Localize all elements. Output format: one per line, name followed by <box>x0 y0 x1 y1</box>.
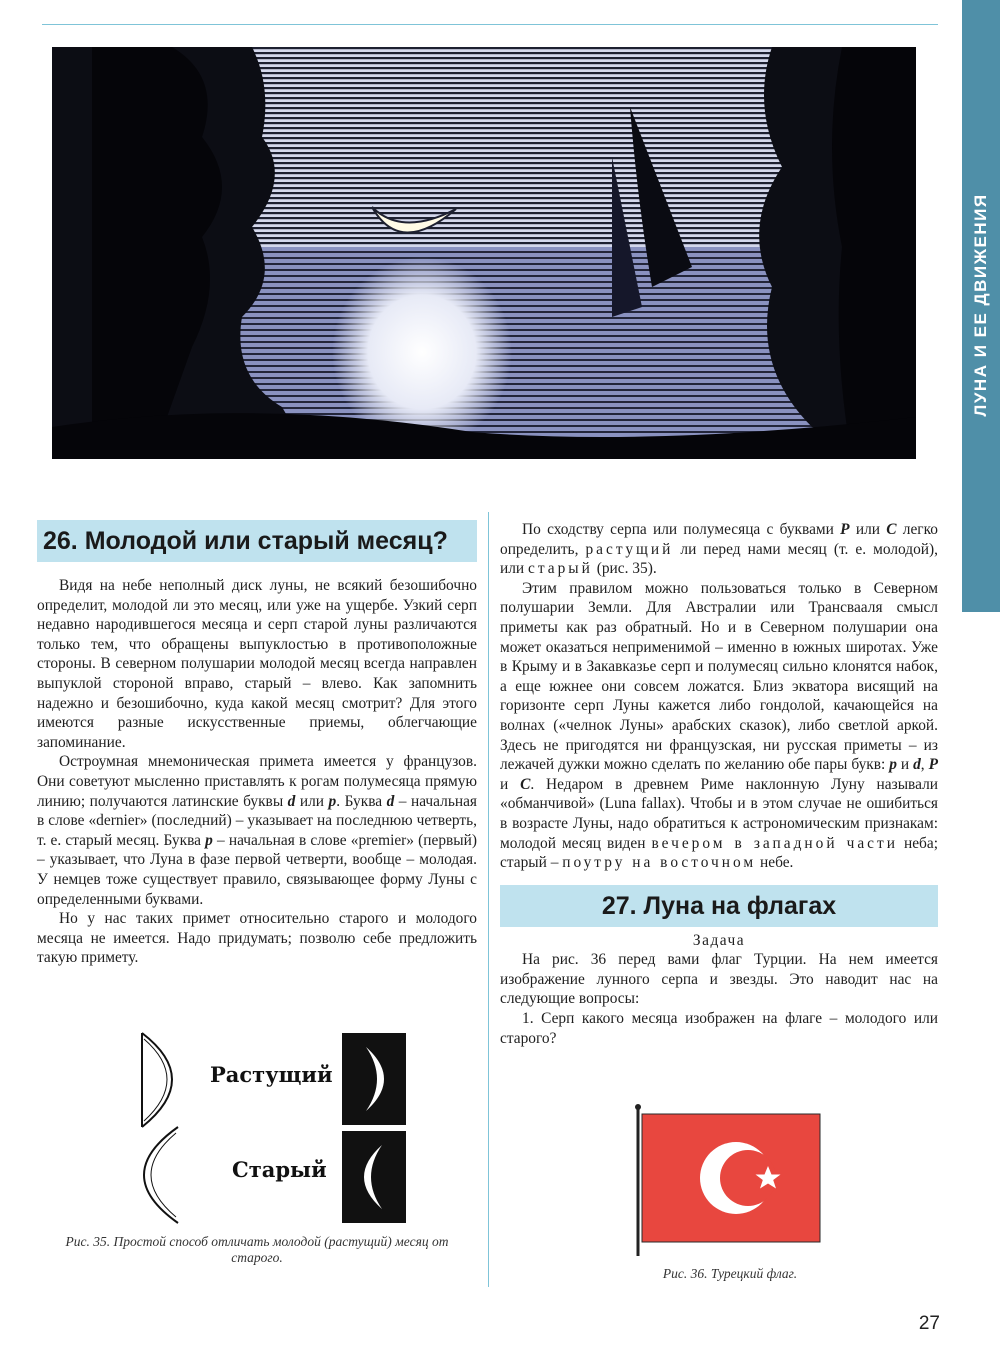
top-rule <box>42 24 938 25</box>
figure-35-moon-letters <box>120 1027 420 1225</box>
section-27-paragraph-1: На рис. 36 перед вами флаг Турции. На нем имеется изображение лунного серпа и звезды. Это наводит нас на следующие вопросы: <box>500 951 938 1008</box>
column-divider <box>488 512 489 1287</box>
moonlit-lake-illustration <box>52 47 916 459</box>
task-label: Задача <box>692 931 746 949</box>
section-26-paragraph-5: Этим правилом можно пользоваться только в Северном полушарии Земли. Для Австралии или Трансвааля смысл приметы как раз обратный. Но и в Северном полушарии она может оказаться неприменимой – именно в южных широтах. Уже в Крыму и в Закавказье серп и полумесяц сильно клонятся набок, а еще южнее они совсем ложатся. Близ экватора висящий на горизонте серп Луны кажется либо гондолой, качающейся на волнах («челнок Луны» арабских сказок), либо светлой аркой. Здесь не пригодятся ни французская, ни русская приметы – из лежачей дужки можно сделать по желанию обе пары букв: p и d, Р и С. Недаром в древнем Риме наклонную Луну называли «обманчивой» (Luna fallax). Чтобы и в этом случае не ошибиться в возрасте Луны, надо обратиться к астрономическим признакам: молодой месяц виден вечером в западной части неба; старый – поутру на восточном небе. <box>500 579 938 872</box>
label-growing: Растущий <box>210 1062 333 1087</box>
chapter-title: ЛУНА И ЕЕ ДВИЖЕНИЯ <box>971 193 990 417</box>
figure-36-turkish-flag <box>628 1102 828 1258</box>
page-number: 27 <box>918 1313 940 1334</box>
left-column <box>37 520 477 968</box>
label-old: Старый <box>232 1157 327 1182</box>
section-27-paragraph-2: 1. Серп какого месяца изображен на флаге – молодого или старого? <box>500 1010 938 1047</box>
section-27-heading: 27. Луна на флагах <box>500 885 938 927</box>
section-26-paragraph-3: Но у нас таких примет относительно старого и молодого месяца не имеется. Надо придумать; позволю себе предложить такую примету. <box>37 910 477 967</box>
section-26-paragraph-4: По сходству серпа или полумесяца с буквами Р или С легко определить, растущий ли перед нами месяц (т. е. молодой), или старый (рис. 35). <box>500 521 939 578</box>
right-column <box>500 520 938 1048</box>
figure-36-caption: Рис. 36. Турецкий флаг. <box>662 1266 798 1281</box>
figure-35-caption: Рис. 35. Простой способ отличать молодой (растущий) месяц от старого. <box>65 1234 449 1265</box>
chapter-side-tab <box>962 0 1000 612</box>
section-26-heading: 26. Молодой или старый месяц? <box>37 520 477 562</box>
section-26-paragraph-2: Остроумная мнемоническая примета имеется у французов. Они советуют мысленно приставлять к рогам полумесяца прямую линию; получаются латинские буквы d или p. Буква d – начальная в слове «dernier» (последний) – указывает на последнюю четверть, т. е. старый месяц. Буква p – начальная в слове «premier» (первый) – указывает, что Луна в фазе первой четверти, вообще – молодая. У немцев тоже существует правило, связывающее форму Луны с определенными буквами. <box>37 753 477 908</box>
section-26-paragraph-1: Видя на небе неполный диск луны, не всякий безошибочно определит, молодой ли это месяц, или уже на ущербе. Узкий серп недавно народившегося месяца и серп старой луны различаются только тем, что обращены выпуклостью в противоположные стороны. В северном полушарии молодой месяц всегда направлен выпуклой стороной вправо, старый – влево. Как запомнить надежно и безошибочно, куда какой месяц смотрит? Для этого имеются разные искусственные приемы, облегчающие запоминание. <box>37 577 477 751</box>
